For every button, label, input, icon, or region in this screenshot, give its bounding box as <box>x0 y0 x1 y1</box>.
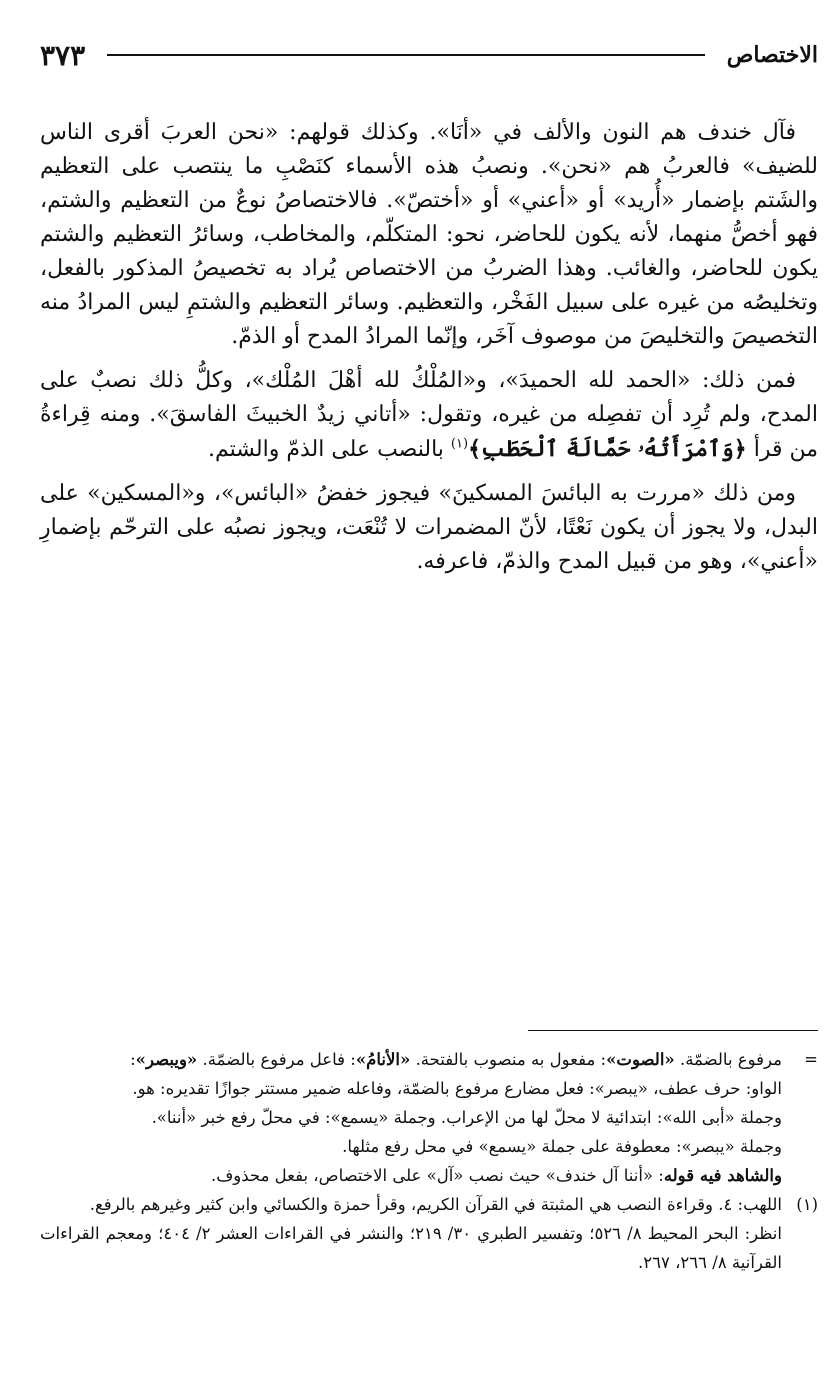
book-page <box>40 30 818 1360</box>
paragraph-2 <box>40 364 818 467</box>
page-header <box>40 30 818 80</box>
footnote-rule <box>528 1030 818 1031</box>
footnote-text: مرفوع بالضمّة. <box>679 1050 782 1069</box>
paragraph-2-text-end: بالنصب على الذمّ والشتم. <box>208 437 444 462</box>
continuation-marker: = <box>804 1050 818 1069</box>
footnote-reference: (١) <box>450 436 469 452</box>
quran-verse: ﴿وَٱمْرَأَتُهُۥ حَمَّالَةَ ٱلْحَطَبِ﴾ <box>468 436 747 462</box>
footnote-1 <box>40 1190 818 1219</box>
header-rule <box>107 54 705 56</box>
paragraph-1: فآل خندف هم النون والألف في «أنَا». وكذلك قولهم: «نحن العربَ أقرى الناس للضيف» فالعربُ هم «نحن». ونصبُ هذه الأسماء كنَصْبِ ما ينتصب على التعظيم والشَتم بإضمار «أُريد» أو «أعني» أو «أختصّ». فالاختصاصُ نوعٌ من التعظيم والشتم، فهو أخصُّ منهما، لأنه يكون للحاضر، نحو: المتكلّم، والمخاطب، وسائرُ التعظيم والشتم يكون للحاضر، والغائب. وهذا الضربُ من الاختصاص يُراد به تخصيصُ المذكور بالفعل، وتخليصُه من غيره على سبيل الفَخْر، والتعظيم. وسائر التعظيم والشتمِ ليس المرادُ منه التخصيصَ والتخليصَ من موصوف آخَر، وإنّما المرادُ المدح أو الذمّ. <box>40 120 818 349</box>
footnote-term: والشاهد فيه قوله <box>663 1166 782 1185</box>
footnote-1-marker: (١) <box>796 1195 818 1214</box>
footnote-term: «الأنامُ» <box>355 1050 411 1069</box>
footnote-text: : مفعول به منصوب بالفتحة. <box>415 1050 607 1069</box>
footnote-line: الواو: حرف عطف، «يبصر»: فعل مضارع مرفوع بالضمّة، وفاعله ضمير مستتر جوازًا تقديره: هو. <box>132 1079 782 1098</box>
footnote-text: : فاعل مرفوع بالضمّة. <box>202 1050 356 1069</box>
footnote-line: وجملة «يبصر»: معطوفة على جملة «يسمع» في محل رفع مثلها. <box>342 1137 782 1156</box>
footnote-term: «ويبصر» <box>135 1050 198 1069</box>
footnote-text: : <box>130 1050 136 1069</box>
footnote-term: «الصوت» <box>606 1050 675 1069</box>
footnote-line: وجملة «أبى الله»: ابتدائية لا محلّ لها من الإعراب. وجملة «يسمع»: في محلّ رفع خبر «أننا». <box>151 1108 782 1127</box>
chapter-title: الاختصاص <box>726 42 818 68</box>
footnote-1-text: اللهب: ٤. وقراءة النصب هي المثبتة في القرآن الكريم، وقرأ حمزة والكسائي وابن كثير وغيرهم بالرفع. <box>89 1195 782 1214</box>
footnote-witness-line <box>40 1161 818 1190</box>
paragraph-3: ومن ذلك «مررت به البائسَ المسكينَ» فيجوز خفضُ «البائس»، و«المسكين» على البدل، ولا يجوز أن يكون نَعْتًا، لأنّ المضمرات لا تُنْعَت، ويجوز نصبُه على الترحّم بإضمارِ «أعني»، وهو من قبيل المدح والذمّ، فاعرفه. <box>40 481 818 574</box>
page-number: ٣٧٣ <box>40 38 86 72</box>
footnote-1-sources: انظر: البحر المحيط ٨/ ٥٢٦؛ وتفسير الطبري ٣٠/ ٢١٩؛ والنشر في القراءات العشر ٢/ ٤٠٤؛ ومعجم القراءات القرآنية ٨/ ٢٦٦، ٢٦٧. <box>40 1224 782 1272</box>
footnote-continuation-line <box>40 1045 818 1074</box>
footnote-text: : «أننا آل خندف» حيث نصب «آل» على الاختصاص، بفعل محذوف. <box>210 1166 664 1185</box>
paragraph-2-text: فمن ذلك: «الحمد لله الحميدَ»، و«المُلْكُ لله أهْلَ المُلْك»، وكلُّ ذلك نصبٌ على المدح، ولم تُرِد أن تفصِله من غيره، وتقول: «أتاني زيدٌ الخبيثَ الفاسقَ». ومنه قِراءةُ من قرأ <box>40 368 818 462</box>
footnotes <box>40 1030 818 1277</box>
main-text <box>40 116 818 579</box>
